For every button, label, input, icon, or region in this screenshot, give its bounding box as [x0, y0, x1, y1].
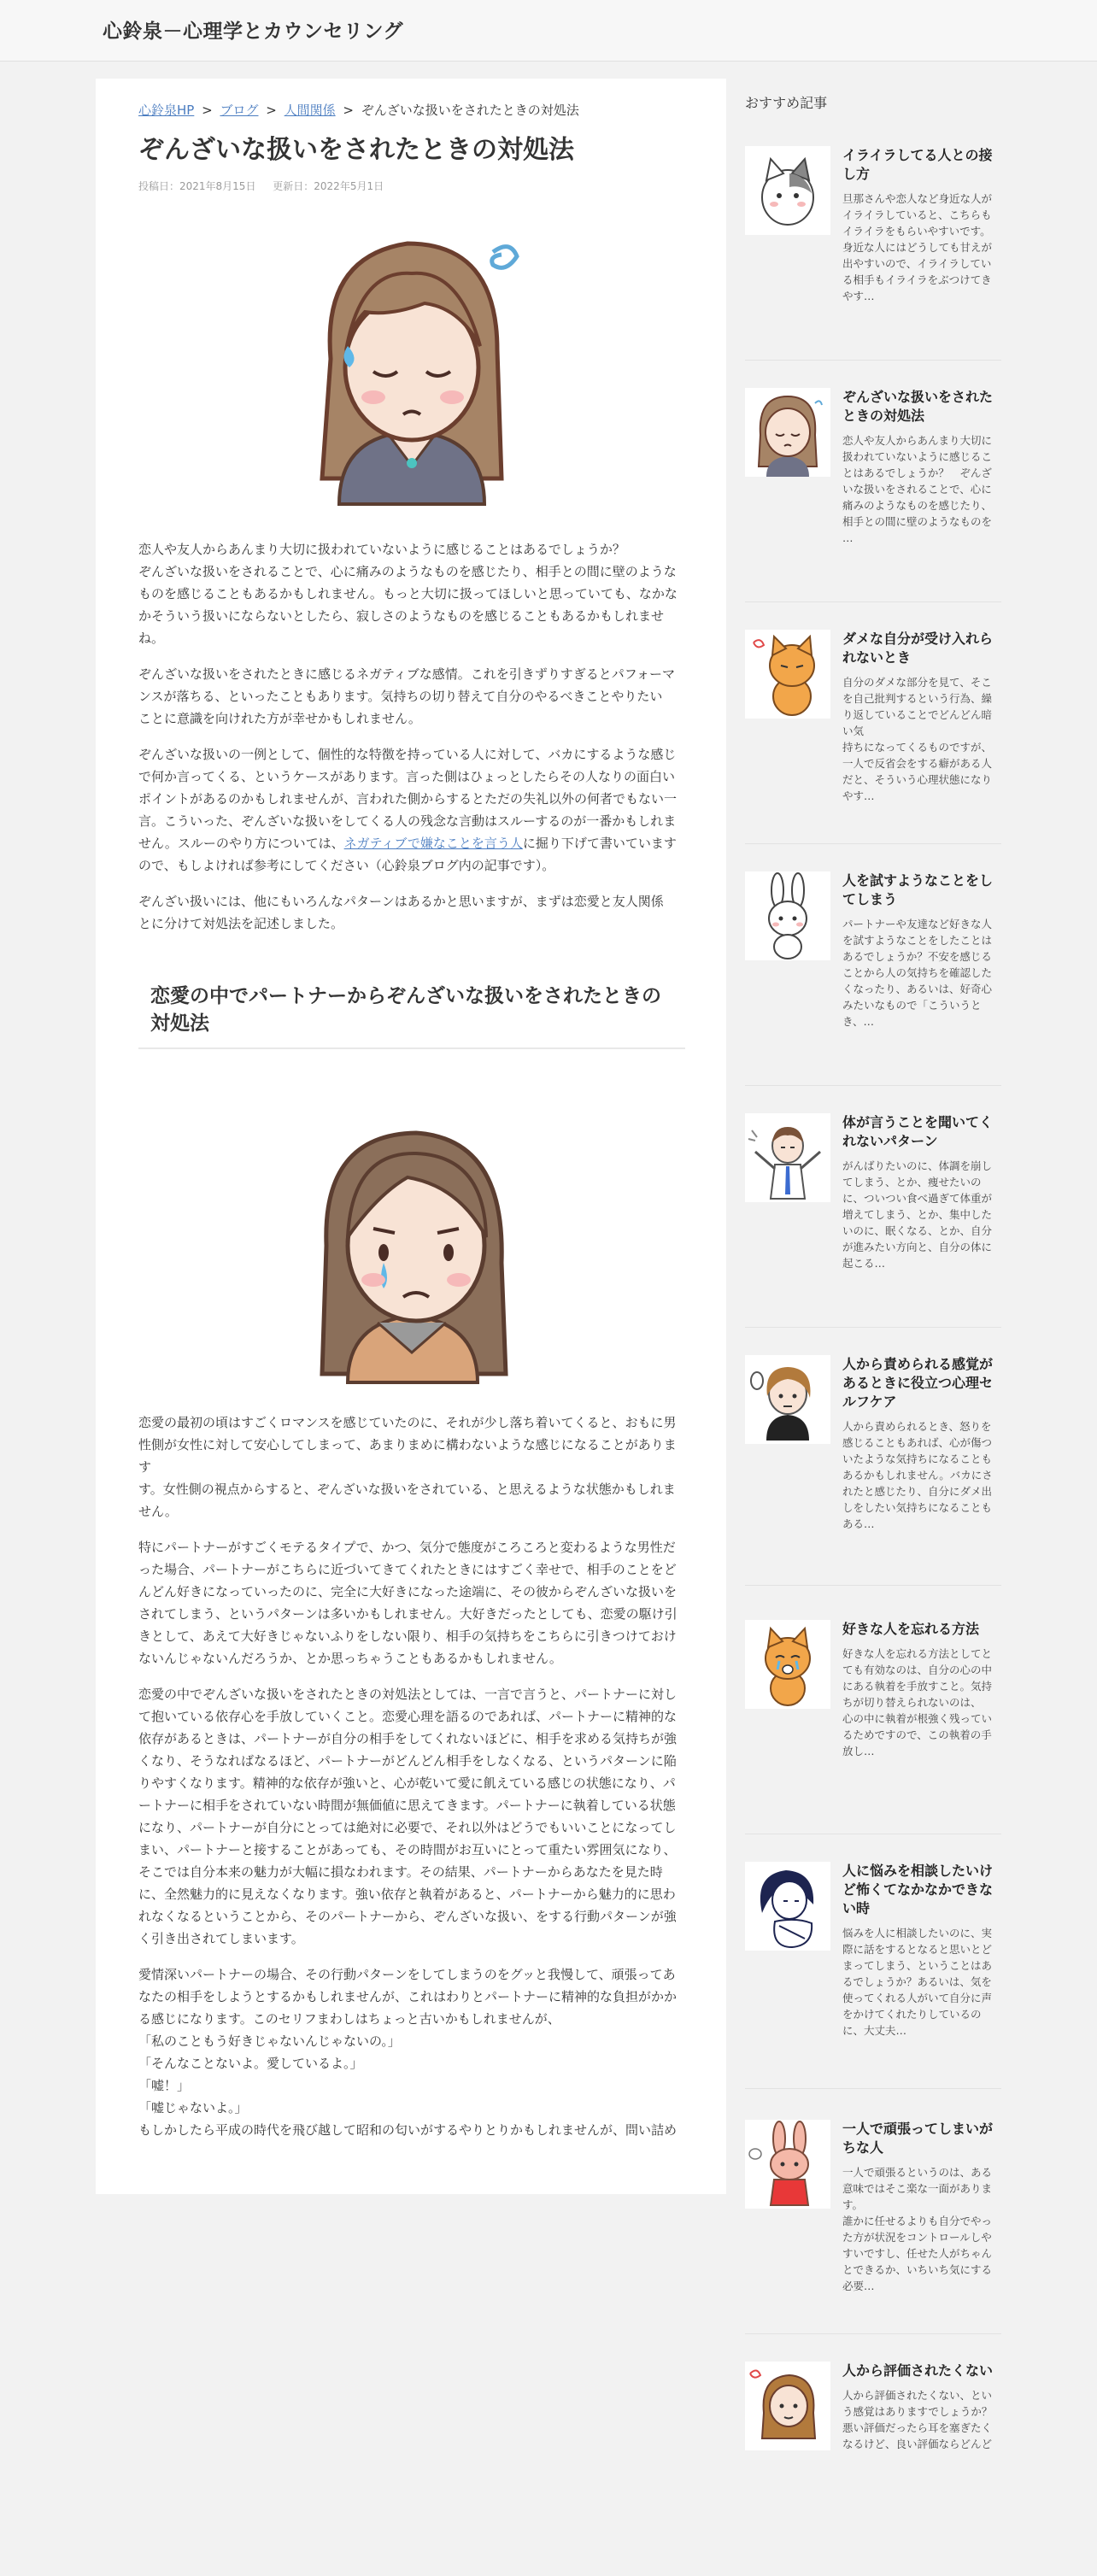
recommended-item-title[interactable]: 人から評価されたくない	[842, 2362, 994, 2379]
recommended-item-title[interactable]: 好きな人を忘れる方法	[842, 1621, 980, 1637]
paragraph: 恋愛の中でぞんざいな扱いをされたときの対処法としては、一言で言うと、パートナーに対し て抱いている依存心を手放していくこと。恋愛心理を語るのであれば、パートナーに精神的な 依存があるときは、パートナーが自分の相手をしてくれないほどに、相手を求める気持ちが強 くなり、そうなればなるほど、パートナーがどんどん相手をしなくなる、というパターンに陥 りやすくなります。精神的な依存が強いと、心が乾いて愛に飢えている感じの状態になり、パ ートナーに相手をされていない時間が無価値に思えてきます。パートナーに執着している状態 になり、パートナーが自分にとっては絶対に必要で、それ以外はどうでもいいことになってし まい、パートナーと接することがあっても、その時間がお互いにとって重たい雰囲気になり、 そこでは自分本来の魅力が大幅に損なわれます。その結果、パートナーからあなたを見た時 に、全然魅力的に見えなくなります。強い依存と執着があると、パートナーから魅力的に思わ れなくなるということから、そのパートナーから、ぞんざいな扱い、をする行動パターンが強 く引き出されてしまいます。	[138, 1686, 678, 1946]
recommended-item-snippet: がんばりたいのに、体調を崩し てしまう、とか、痩せたいの に、ついつい食べ過ぎて体重が 増えてしまう、とか、集中した いのに、眠くなる、とか、自分 が進みたい方向と、自分の体に 起こる…	[842, 1159, 993, 1270]
recommended-item-title[interactable]: イライラしてる人との接 し方	[842, 147, 993, 182]
recommended-item[interactable]	[745, 388, 1001, 602]
paragraph-intro: 恋人や友人からあんまり大切に扱われていないように感じることはあるでしょうか？ ぞんざいな扱いをされることで、心に痛みのようなものを感じたり、相手との間に壁のような ものを感じることもあるかもしれません。もっと大切に扱ってほしいと思っていても、なかな かそういう扱いにならないとしたら、寂しさのようなものを感じることもあるかもしれませ ね。	[138, 541, 678, 646]
recommended-item-snippet: 旦那さんや恋人など身近な人が イライラしていると、こちらも イライラをもらいやすいです。 身近な人にはどうしても甘えが 出やすいので、イライラしてい る相手もイライラをぶつけてき やす…	[842, 192, 993, 302]
main-article-card	[96, 79, 726, 2194]
recommended-item-snippet: 好きな人を忘れる方法としてと ても有効なのは、自分の心の中 にある執着を手放すこと。気持 ちが切り替えられないのは、 心の中に執着が根強く残ってい るためですので、この執着の手 放し…	[842, 1647, 993, 1757]
cat-icon	[745, 146, 830, 235]
breadcrumb-blog-link[interactable]: ブログ	[220, 103, 259, 118]
recommended-item[interactable]	[745, 146, 1001, 361]
recommended-item[interactable]	[745, 1620, 1001, 1834]
page-title: ぞんざいな扱いをされたときの対処法	[138, 134, 574, 165]
recommended-item-title[interactable]: 一人で頑張ってしまいが ちな人	[842, 2121, 994, 2156]
recommended-item-title[interactable]: 人に悩みを相談したいけ ど怖くてなかなかできな い時	[842, 1863, 994, 1916]
recommended-item[interactable]	[745, 2120, 1001, 2334]
recommended-item-snippet: パートナーや友達など好きな人 を試すようなことをしたことは あるでしょうか？不安を感じる ことから人の気持ちを確認した くなったり、あるいは、好奇心 みたいなもので「こういうと き、…	[842, 918, 993, 1028]
woman-icon	[745, 2362, 830, 2450]
recommended-item-title[interactable]: ぞんざいな扱いをされた ときの対処法	[842, 389, 994, 424]
paragraph: 恋愛の最初の頃はすごくロマンスを感じていたのに、それが少し落ち着いてくると、おもに男 性側が女性に対して安心してしまって、あまりまめに構わないような感じになることがあります す。女性側の視点からすると、ぞんざいな扱いをされている、と思えるような状態かもしれま せん。	[138, 1414, 677, 1519]
orange-cat-icon	[745, 630, 830, 719]
person-icon	[745, 1355, 830, 1444]
girl-icon	[745, 1862, 830, 1951]
recommended-item-snippet: 人から責められるとき、怒りを 感じることもあれば、心が傷つ いたような気持ちになることも あるかもしれません。バカにさ れたと感じたり、自分にダメ出 しをしたい気持ちになることも ある…	[842, 1420, 993, 1530]
recommended-list	[745, 146, 1001, 2576]
posted-date: 投稿日：2021年8月15日	[138, 179, 256, 192]
man-icon	[745, 1113, 830, 1202]
recommended-item-title[interactable]: 人から責められる感覚が あるときに役立つ心理セ ルフケア	[842, 1356, 994, 1410]
site-header	[0, 0, 1097, 62]
updated-date: 更新日：2022年5月1日	[273, 179, 384, 192]
recommended-item[interactable]	[745, 630, 1001, 844]
recommended-item-snippet: 人から評価されたくない、とい う感覚はありますでしょうか？ 悪い評価だったら耳を塞ぎたく なるけど、良い評価ならどんど	[842, 2389, 993, 2450]
paragraph: ぞんざい扱いには、他にもいろんなパターンはあるかと思いますが、まずは恋愛と友人関係 とに分けて対処法を記述しました。	[138, 893, 664, 931]
recommended-item[interactable]	[745, 1355, 1001, 1586]
crying-cat-icon	[745, 1620, 830, 1709]
recommended-item[interactable]	[745, 871, 1001, 1086]
recommended-item-title[interactable]: 人を試すようなことをし てしまう	[842, 872, 994, 907]
breadcrumb-separator: >	[202, 103, 213, 118]
related-article-link[interactable]: ネガティブで嫌なことを言う人	[343, 835, 523, 851]
sidebar	[745, 79, 1001, 2576]
paragraph: 特にパートナーがすごくモテるタイプで、かつ、気分で態度がころころと変わるような男性だ った場合、パートナーがこちらに近づいてきてくれたときにはすごく幸せで、相手のことをど んどん好きになっていったのに、完全に大好きになった途端に、その彼からぞんざいな扱いを されてしまう、というパターンは多いかもしれません。大好きだったとしても、恋愛の駆け引 きとして、あえて大好きじゃないふりをしない限り、相手の気持ちをこちらに引きつけておけ ないんじゃないんだろうか、とか思っちゃうこともあるかもしれません。	[138, 1539, 678, 1666]
breadcrumb-separator: >	[266, 103, 277, 118]
tearful-woman-illustration	[288, 1118, 536, 1382]
recommended-item-snippet: 悩みを人に相談したいのに、実 際に話をするとなると思いとど まってしまう、ということはあ るでしょうか？あるいは、気を 使ってくれる人がいて自分に声 をかけてくれたりしているの に、大丈夫…	[842, 1927, 993, 2037]
sad-woman-illustration	[288, 222, 536, 504]
paragraph: 愛情深いパートナーの場合、その行動パターンをしてしまうのをグッと我慢して、頑張ってあ なたの相手をしようとするかもしれませんが、これはわりとパートナーに精神的な負担がかか る感じになります。このセリフまわしはちょっと古いかもしれませんが、 「私のこともう好きじゃないんじゃないの。」 「そんなことないよ。愛しているよ。」 「嘘！」 「嘘じゃないよ。」 もしかしたら平成の時代を飛び越して昭和の匂いがするやりとりかもしれませんが、問い詰め	[138, 1966, 678, 2138]
article-content	[138, 101, 685, 2155]
recommended-item-snippet: 一人で頑張るというのは、ある 意味ではそこ楽な一面があります。 誰かに任せるよりも自分でやっ た方が状況をコントロールしや すいですし、任せた人がちゃん とできるか、いちいち気にする 必要…	[842, 2166, 993, 2292]
bunny-icon	[745, 2120, 830, 2209]
breadcrumb-current: ぞんざいな扱いをされたときの対処法	[361, 103, 579, 118]
breadcrumb-category-link[interactable]: 人間関係	[284, 103, 336, 118]
recommended-item-snippet: 恋人や友人からあんまり大切に 扱われていないように感じるこ とはあるでしょうか？ ぞんざ いな扱いをされることで、心に 痛みのようなものを感じたり、 相手との間に壁のようなものを …	[842, 434, 993, 544]
recommended-item[interactable]	[745, 1862, 1001, 2089]
sidebar-title: おすすめ記事	[745, 95, 828, 111]
breadcrumb	[138, 101, 685, 120]
breadcrumb-separator: >	[343, 103, 354, 118]
article-body-section	[138, 1411, 685, 2141]
recommended-item-snippet: 自分のダメな部分を見て、そこ を自己批判するという行為、繰 り返していることでどんどん暗い気 持ちになってくるものですが、 一人で反省会をする癖がある人 だと、そういう心理状態になり やす…	[842, 676, 993, 802]
article-body	[138, 538, 685, 935]
post-meta	[138, 179, 685, 193]
section-heading: 恋愛の中でパートナーからぞんざいな扱いをされたときの 対処法	[138, 983, 685, 1049]
breadcrumb-home-link[interactable]: 心鈴泉HP	[138, 103, 195, 118]
recommended-item-title[interactable]: ダメな自分が受け入れら れないとき	[842, 631, 994, 666]
recommended-item[interactable]	[745, 1113, 1001, 1328]
paragraph: ぞんざいな扱いの一例として、個性的な特徴を持っている人に対して、バカにするような感じ で何か言ってくる、というケースがあります。言った側はひょっとしたらその人なりの面白い ポイントがあるのかもしれませんが、言われた側からするとただの失礼以外の何者でもない一 言。こういった、ぞんざいな扱いをしてくる人の残念な言動はスルーするのが一番かもしれま せん。スルーのやり方については、ネガティブで嫌なことを言う人に掘り下げて書いています ので、もしよければ参考にしてください（心鈴泉ブログ内の記事です）。	[138, 746, 678, 873]
site-title[interactable]: 心鈴泉－心理学とカウンセリング	[103, 21, 404, 43]
recommended-item[interactable]	[745, 2362, 1001, 2576]
paragraph: ぞんざいな扱いをされたときに感じるネガティブな感情。これを引きずりすぎるとパフォーマ ンスが落ちる、といったこともあります。気持ちの切り替えて自分のやるべきことやりたい ことに意識を向けれた方が幸せかもしれません。	[138, 666, 676, 726]
sad-woman-icon	[745, 388, 830, 477]
rabbit-icon	[745, 871, 830, 960]
recommended-item-title[interactable]: 体が言うことを聞いてく れないパターン	[842, 1114, 994, 1149]
